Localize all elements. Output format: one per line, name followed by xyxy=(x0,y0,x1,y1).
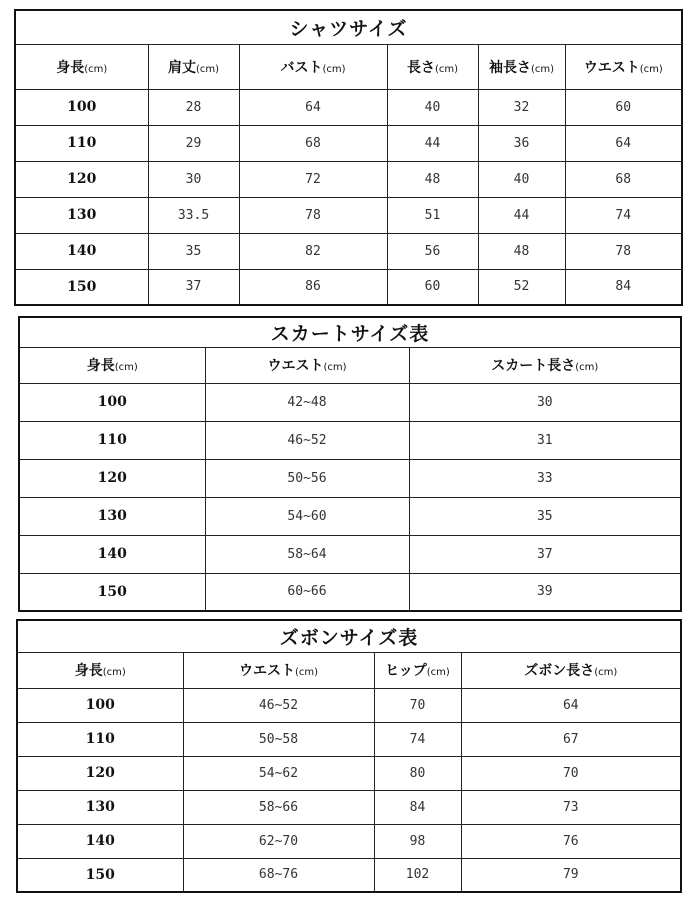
height-cell: 140 xyxy=(15,233,148,269)
value-cell: 98 xyxy=(374,824,461,858)
value-cell: 64 xyxy=(565,125,682,161)
value-cell: 60 xyxy=(387,269,478,305)
height-cell: 120 xyxy=(19,459,205,497)
value-cell: 33 xyxy=(409,459,681,497)
header-unit: (cm) xyxy=(639,63,663,75)
shirt-column-header xyxy=(148,44,239,89)
header-unit: (cm) xyxy=(322,63,346,75)
value-cell: 31 xyxy=(409,421,681,459)
value-cell: 102 xyxy=(374,858,461,892)
header-unit: (cm) xyxy=(530,63,555,75)
header-unit: (cm) xyxy=(195,63,220,75)
value-cell: 39 xyxy=(409,573,681,611)
value-cell: 58~66 xyxy=(183,790,374,824)
table-row xyxy=(17,756,681,790)
value-cell: 70 xyxy=(461,756,681,790)
value-cell: 44 xyxy=(387,125,478,161)
header-label: ヒップ xyxy=(385,663,427,679)
skirt-column-header xyxy=(409,347,681,383)
table-row xyxy=(15,269,682,305)
value-cell: 82 xyxy=(239,233,387,269)
value-cell: 32 xyxy=(478,89,565,125)
header-unit: (cm) xyxy=(84,63,108,75)
value-cell: 80 xyxy=(374,756,461,790)
table-row xyxy=(17,790,681,824)
value-cell: 40 xyxy=(387,89,478,125)
shirt-column-header xyxy=(239,44,387,89)
value-cell: 56 xyxy=(387,233,478,269)
value-cell: 52 xyxy=(478,269,565,305)
height-cell: 100 xyxy=(17,688,183,722)
table-row xyxy=(19,383,681,421)
height-cell: 100 xyxy=(19,383,205,421)
header-unit: (cm) xyxy=(114,362,138,373)
value-cell: 62~70 xyxy=(183,824,374,858)
height-cell: 130 xyxy=(19,497,205,535)
value-cell: 33.5 xyxy=(148,197,239,233)
value-cell: 28 xyxy=(148,89,239,125)
pants-size-table xyxy=(16,619,682,893)
value-cell: 48 xyxy=(478,233,565,269)
skirt-column-header xyxy=(19,347,205,383)
value-cell: 58~64 xyxy=(205,535,409,573)
value-cell: 37 xyxy=(409,535,681,573)
value-cell: 76 xyxy=(461,824,681,858)
value-cell: 64 xyxy=(239,89,387,125)
height-cell: 140 xyxy=(17,824,183,858)
skirt-table-title: スカートサイズ表 xyxy=(19,317,681,347)
pants-column-header xyxy=(17,652,183,688)
table-row xyxy=(17,858,681,892)
value-cell: 54~62 xyxy=(183,756,374,790)
header-label: 肩丈 xyxy=(167,59,196,76)
height-cell: 150 xyxy=(15,269,148,305)
pants-header-row xyxy=(17,652,681,688)
skirt-header-row xyxy=(19,347,681,383)
shirt-size-table xyxy=(14,9,683,306)
table-row xyxy=(19,459,681,497)
table-row xyxy=(15,233,682,269)
value-cell: 68 xyxy=(565,161,682,197)
height-cell: 100 xyxy=(15,89,148,125)
header-label: スカート長さ xyxy=(491,358,576,374)
pants-column-header xyxy=(461,652,681,688)
table-row xyxy=(17,688,681,722)
header-unit: (cm) xyxy=(102,667,126,678)
value-cell: 54~60 xyxy=(205,497,409,535)
value-cell: 73 xyxy=(461,790,681,824)
value-cell: 48 xyxy=(387,161,478,197)
header-unit: (cm) xyxy=(323,362,347,373)
value-cell: 50~56 xyxy=(205,459,409,497)
value-cell: 29 xyxy=(148,125,239,161)
shirt-column-header xyxy=(478,44,565,89)
value-cell: 51 xyxy=(387,197,478,233)
height-cell: 120 xyxy=(15,161,148,197)
value-cell: 84 xyxy=(565,269,682,305)
table-row xyxy=(17,722,681,756)
header-label: 身長 xyxy=(74,663,103,679)
shirt-column-header xyxy=(15,44,148,89)
height-cell: 150 xyxy=(19,573,205,611)
table-row xyxy=(15,197,682,233)
value-cell: 60 xyxy=(565,89,682,125)
table-row xyxy=(19,535,681,573)
height-cell: 110 xyxy=(17,722,183,756)
header-label: 長さ xyxy=(406,59,435,76)
header-unit: (cm) xyxy=(594,667,618,678)
shirt-table-title: シャツサイズ xyxy=(15,10,682,44)
value-cell: 30 xyxy=(409,383,681,421)
height-cell: 140 xyxy=(19,535,205,573)
value-cell: 84 xyxy=(374,790,461,824)
table-row xyxy=(15,89,682,125)
value-cell: 68 xyxy=(239,125,387,161)
value-cell: 70 xyxy=(374,688,461,722)
value-cell: 78 xyxy=(565,233,682,269)
value-cell: 86 xyxy=(239,269,387,305)
skirt-column-header xyxy=(205,347,409,383)
value-cell: 72 xyxy=(239,161,387,197)
value-cell: 74 xyxy=(374,722,461,756)
height-cell: 150 xyxy=(17,858,183,892)
value-cell: 79 xyxy=(461,858,681,892)
table-row xyxy=(15,161,682,197)
value-cell: 36 xyxy=(478,125,565,161)
shirt-header-row xyxy=(15,44,682,89)
header-label: ズボン長さ xyxy=(524,663,595,679)
value-cell: 74 xyxy=(565,197,682,233)
header-unit: (cm) xyxy=(434,63,459,75)
value-cell: 68~76 xyxy=(183,858,374,892)
header-label: ウエスト xyxy=(238,663,295,679)
table-row xyxy=(19,421,681,459)
header-label: 身長 xyxy=(56,59,85,76)
header-label: ウエスト xyxy=(583,59,640,76)
pants-column-header xyxy=(374,652,461,688)
pants-column-header xyxy=(183,652,374,688)
height-cell: 130 xyxy=(15,197,148,233)
table-row xyxy=(19,573,681,611)
value-cell: 46~52 xyxy=(183,688,374,722)
value-cell: 67 xyxy=(461,722,681,756)
shirt-column-header xyxy=(565,44,682,89)
value-cell: 42~48 xyxy=(205,383,409,421)
height-cell: 110 xyxy=(19,421,205,459)
value-cell: 44 xyxy=(478,197,565,233)
height-cell: 120 xyxy=(17,756,183,790)
pants-table-title: ズボンサイズ表 xyxy=(17,620,681,652)
table-row xyxy=(17,824,681,858)
value-cell: 40 xyxy=(478,161,565,197)
value-cell: 64 xyxy=(461,688,681,722)
header-unit: (cm) xyxy=(575,362,599,373)
value-cell: 46~52 xyxy=(205,421,409,459)
value-cell: 30 xyxy=(148,161,239,197)
header-unit: (cm) xyxy=(294,667,319,678)
header-label: 袖長さ xyxy=(488,59,531,76)
header-unit: (cm) xyxy=(426,667,450,678)
height-cell: 130 xyxy=(17,790,183,824)
table-row xyxy=(19,497,681,535)
value-cell: 35 xyxy=(409,497,681,535)
value-cell: 35 xyxy=(148,233,239,269)
shirt-column-header xyxy=(387,44,478,89)
value-cell: 78 xyxy=(239,197,387,233)
skirt-size-table xyxy=(18,316,682,612)
table-row xyxy=(15,125,682,161)
header-label: ウエスト xyxy=(267,358,324,374)
height-cell: 110 xyxy=(15,125,148,161)
header-label: 身長 xyxy=(86,358,115,374)
value-cell: 60~66 xyxy=(205,573,409,611)
header-label: バスト xyxy=(280,59,323,76)
value-cell: 50~58 xyxy=(183,722,374,756)
value-cell: 37 xyxy=(148,269,239,305)
